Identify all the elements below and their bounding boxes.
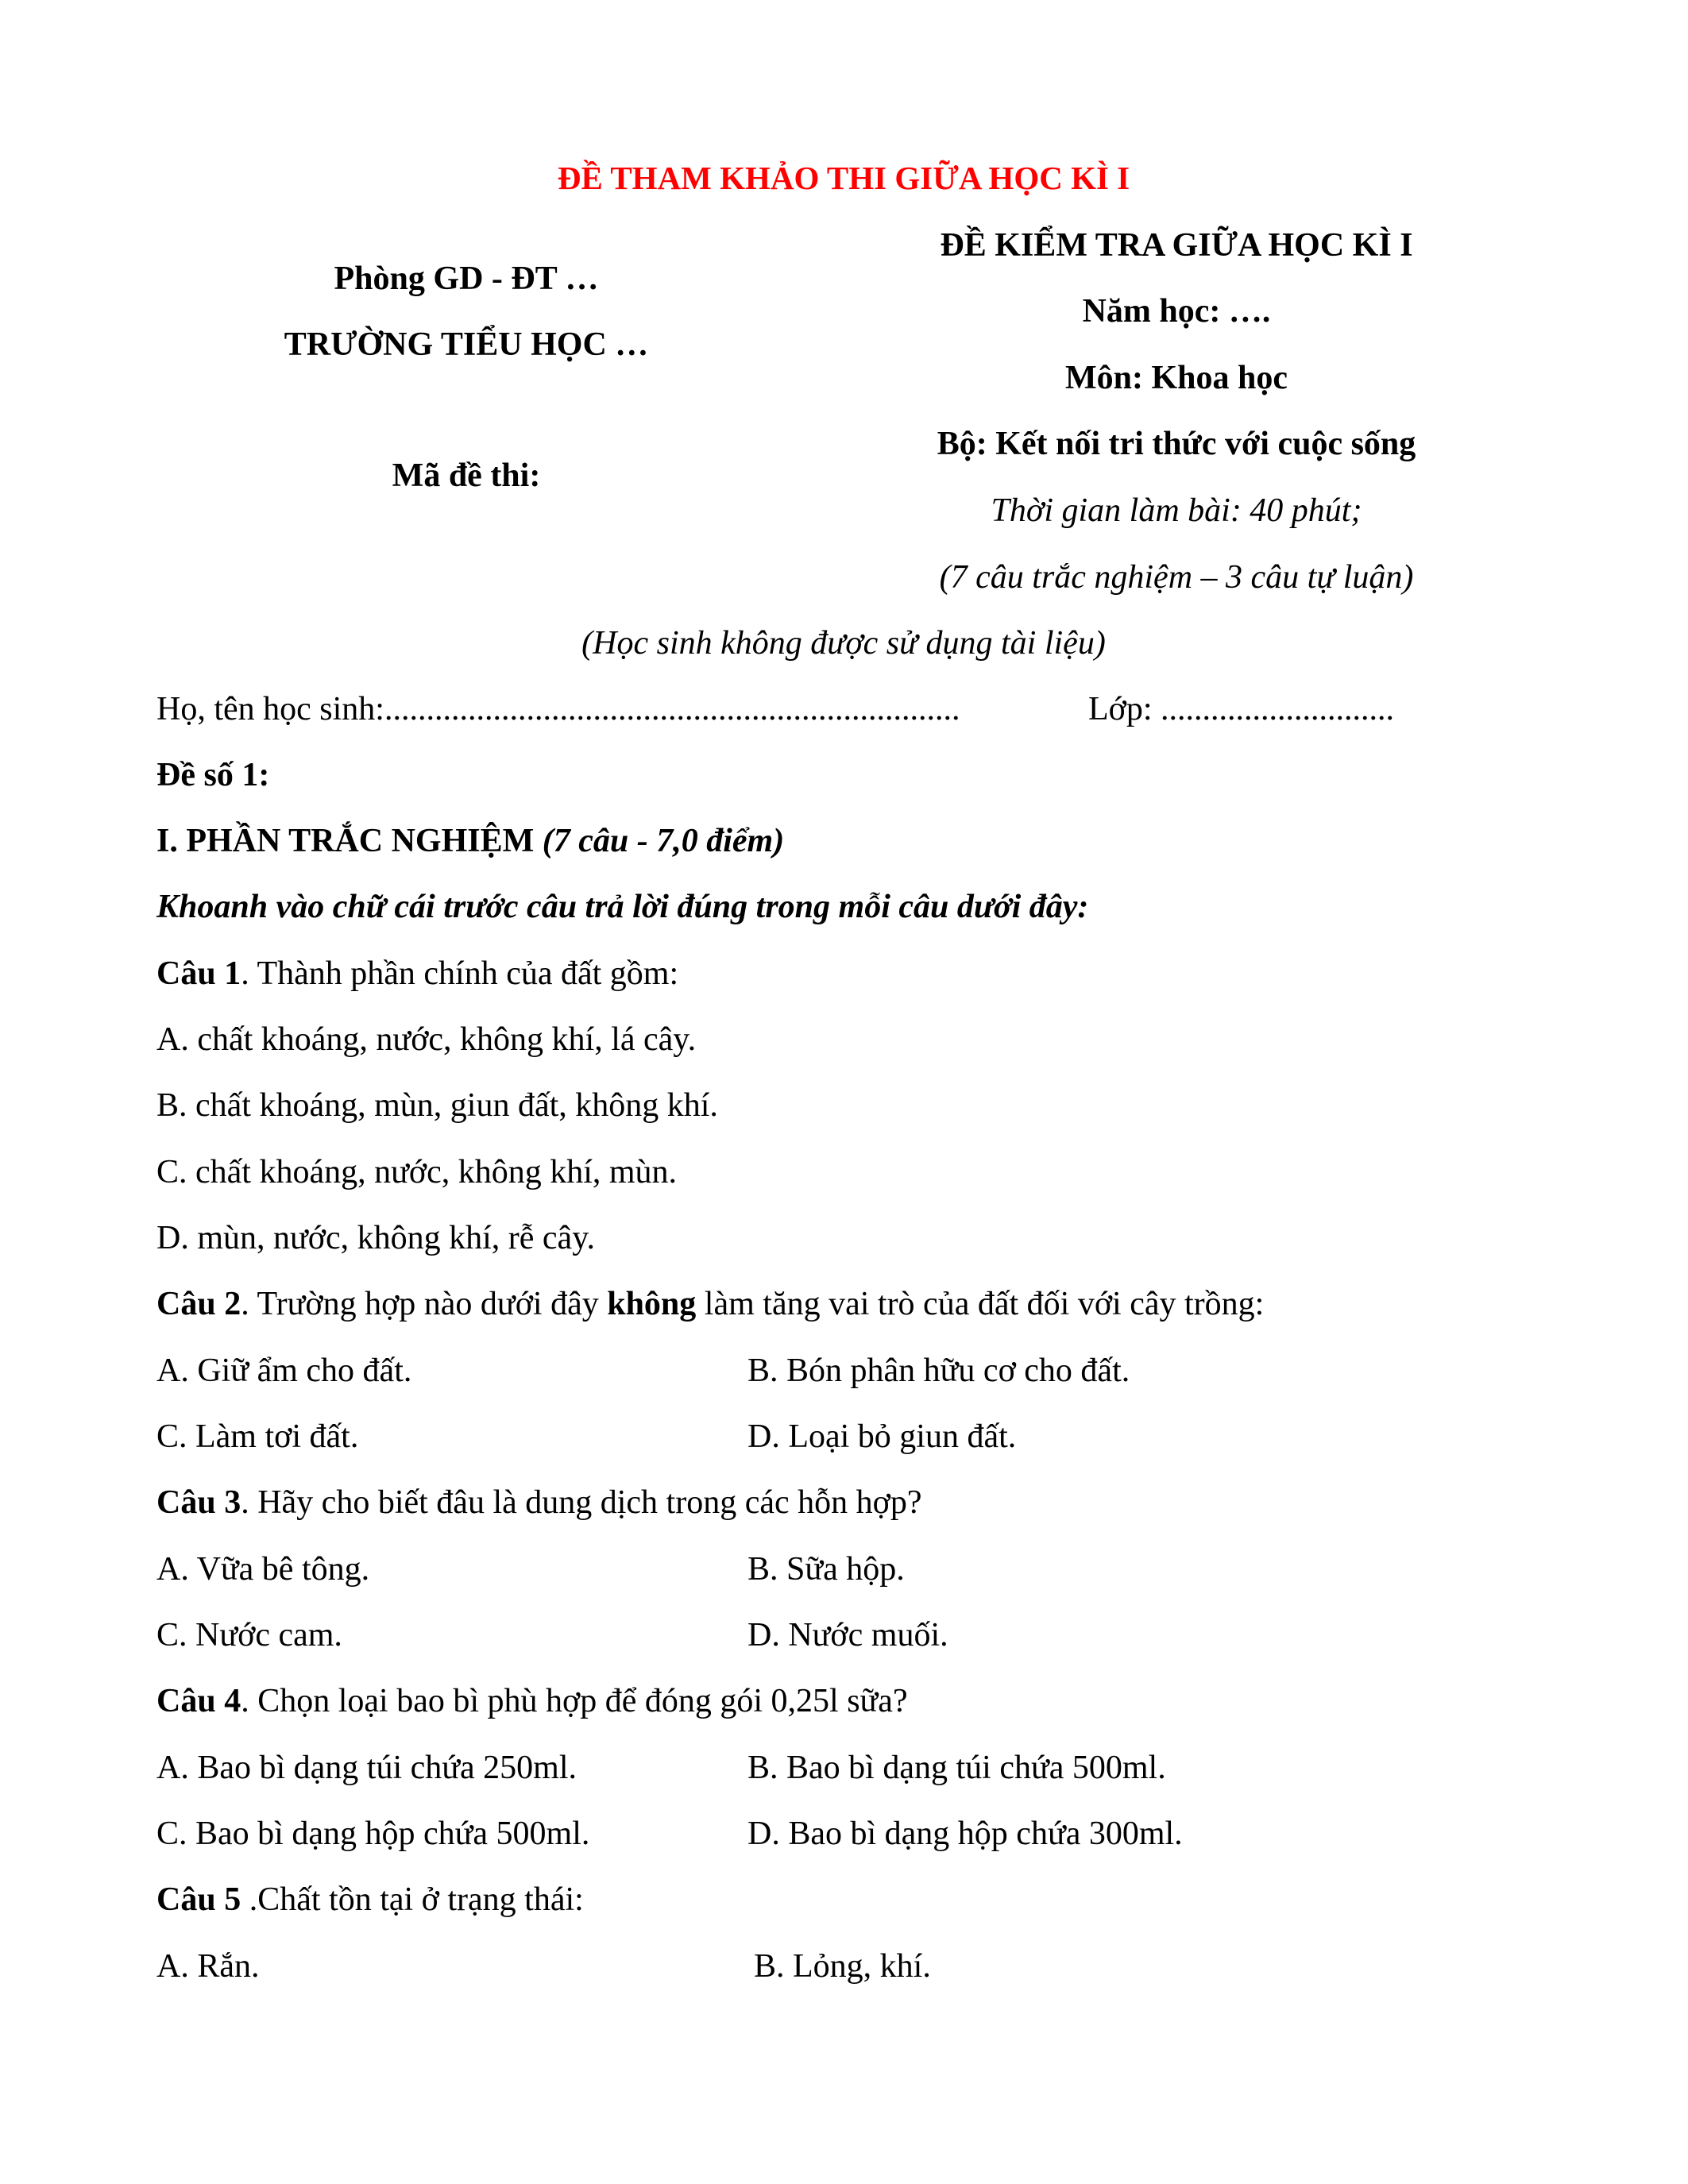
q4-option-b[interactable]: B. Bao bì dạng túi chứa 500ml. bbox=[747, 1750, 1166, 1786]
question-label: Câu 4 bbox=[156, 1683, 241, 1719]
q2-option-b[interactable]: B. Bón phân hữu cơ cho đất. bbox=[747, 1352, 1130, 1389]
exam-number: Đề số 1: bbox=[156, 757, 270, 793]
question-3 bbox=[156, 1486, 922, 1519]
section1-title: I. PHẦN TRẮC NGHIỆM bbox=[156, 823, 535, 859]
q2-option-d[interactable]: D. Loại bỏ giun đất. bbox=[747, 1418, 1017, 1455]
exam-structure: (7 câu trắc nghiệm – 3 câu tự luận) bbox=[939, 559, 1414, 596]
question-text-before: . Trường hợp nào dưới đây bbox=[241, 1286, 608, 1322]
question-1 bbox=[156, 957, 678, 990]
class-label: Lớp: bbox=[1088, 691, 1153, 727]
document-title: ĐỀ THAM KHẢO THI GIỮA HỌC KÌ I bbox=[557, 160, 1130, 196]
question-text: . Hãy cho biết đâu là dung dịch trong các hỗn hợp? bbox=[241, 1484, 922, 1521]
department-name: Phòng GD - ĐT … bbox=[334, 260, 599, 297]
question-2 bbox=[156, 1287, 1264, 1321]
question-label: Câu 3 bbox=[156, 1484, 241, 1521]
q2-option-a[interactable]: A. Giữ ẩm cho đất. bbox=[156, 1352, 412, 1389]
subject: Môn: Khoa học bbox=[1064, 360, 1288, 396]
question-label: Câu 5 bbox=[156, 1881, 241, 1918]
q3-option-d[interactable]: D. Nước muối. bbox=[747, 1617, 948, 1653]
student-name-blank[interactable]: ..................................................................... bbox=[384, 691, 960, 727]
student-name-label: Họ, tên học sinh: bbox=[156, 691, 384, 727]
section1-heading bbox=[156, 824, 784, 858]
question-4 bbox=[156, 1684, 908, 1718]
q5-option-b[interactable]: B. Lỏng, khí. bbox=[754, 1948, 931, 1985]
class-blank[interactable]: ............................ bbox=[1161, 691, 1395, 727]
q3-option-a[interactable]: A. Vữa bê tông. bbox=[156, 1551, 370, 1588]
school-name: TRƯỜNG TIỂU HỌC … bbox=[284, 326, 649, 363]
q3-option-c[interactable]: C. Nước cam. bbox=[156, 1617, 342, 1653]
q3-option-b[interactable]: B. Sữa hộp. bbox=[747, 1551, 905, 1588]
q4-option-c[interactable]: C. Bao bì dạng hộp chứa 500ml. bbox=[156, 1815, 590, 1852]
exam-code-label: Mã đề thi: bbox=[392, 457, 541, 494]
question-text-after: làm tăng vai trò của đất đối với cây trồng: bbox=[696, 1286, 1265, 1322]
question-text-emphasis: không bbox=[607, 1286, 697, 1322]
question-label: Câu 2 bbox=[156, 1286, 241, 1322]
student-info-line bbox=[156, 693, 960, 726]
q1-option-d[interactable]: D. mùn, nước, không khí, rễ cây. bbox=[156, 1220, 595, 1256]
section1-instruction: Khoanh vào chữ cái trước câu trả lời đúng trong mỗi câu dưới đây: bbox=[156, 889, 1089, 925]
q1-option-b[interactable]: B. chất khoáng, mùn, giun đất, không khí. bbox=[156, 1087, 718, 1124]
q1-option-a[interactable]: A. chất khoáng, nước, không khí, lá cây. bbox=[156, 1021, 697, 1058]
school-year: Năm học: …. bbox=[1082, 293, 1271, 330]
question-text: .Chất tồn tại ở trạng thái: bbox=[241, 1881, 584, 1918]
q2-option-c[interactable]: C. Làm tơi đất. bbox=[156, 1418, 359, 1455]
textbook-series: Bộ: Kết nối tri thức với cuộc sống bbox=[937, 426, 1416, 462]
exam-title: ĐỀ KIỂM TRA GIỮA HỌC KÌ I bbox=[940, 227, 1413, 264]
q4-option-a[interactable]: A. Bao bì dạng túi chứa 250ml. bbox=[156, 1750, 577, 1786]
exam-duration: Thời gian làm bài: 40 phút; bbox=[991, 492, 1362, 529]
question-text: . Thành phần chính của đất gồm: bbox=[241, 955, 679, 992]
question-label: Câu 1 bbox=[156, 955, 241, 992]
q5-option-a[interactable]: A. Rắn. bbox=[156, 1948, 260, 1985]
question-5 bbox=[156, 1883, 584, 1916]
section1-points: (7 câu - 7,0 điểm) bbox=[542, 823, 785, 859]
no-materials-note: (Học sinh không được sử dụng tài liệu) bbox=[581, 625, 1106, 662]
class-info bbox=[1088, 693, 1394, 726]
q4-option-d[interactable]: D. Bao bì dạng hộp chứa 300ml. bbox=[747, 1815, 1183, 1852]
question-text: . Chọn loại bao bì phù hợp để đóng gói 0,25l sữa? bbox=[241, 1683, 908, 1719]
q1-option-c[interactable]: C. chất khoáng, nước, không khí, mùn. bbox=[156, 1154, 678, 1190]
